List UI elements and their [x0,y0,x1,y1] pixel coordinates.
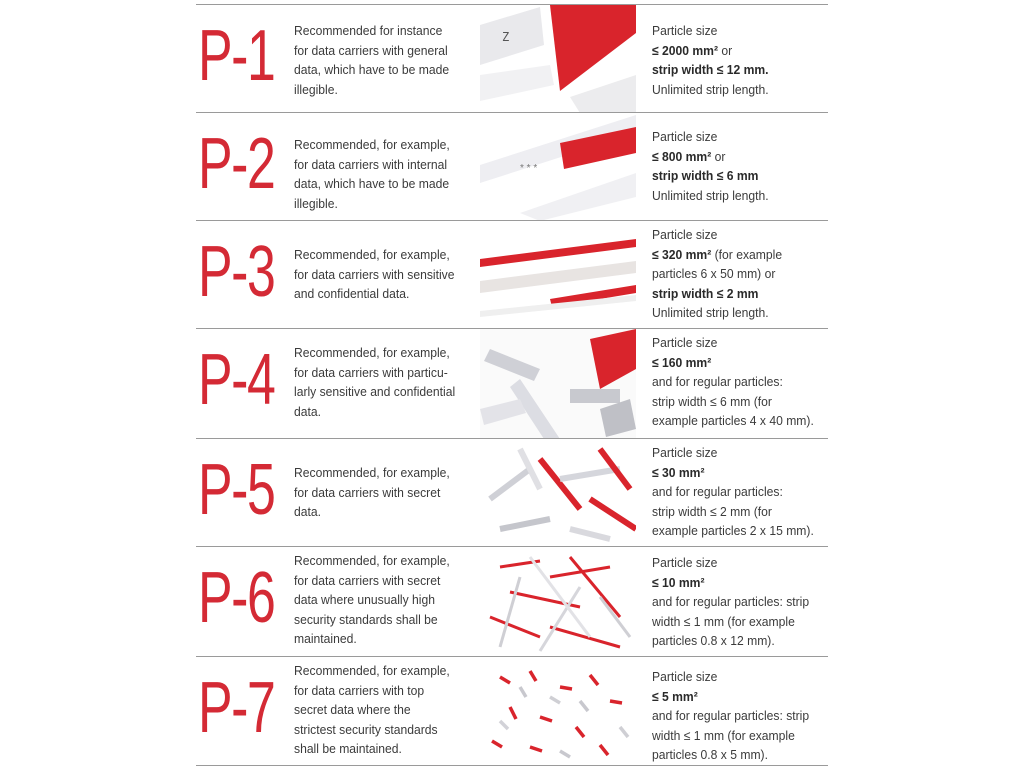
spec-line: particles 0.8 x 5 mm). [652,747,768,762]
description-line: data, which have to be made [294,176,450,191]
description-line: Recommended, for example, [294,137,450,152]
spec-line: strip width ≤ 6 mm [652,168,759,183]
level-label: P-2 [198,124,275,204]
description-line: illegible. [294,195,338,211]
spec-line: ≤ 160 mm² [652,354,712,370]
level-label: P-4 [198,340,275,420]
spec-line: Particle size [652,445,718,460]
spec-line: ≤ 2000 mm² or [652,42,733,58]
spec-line: and for regular particles: [652,374,783,389]
spec-line: Particle size [652,555,718,570]
level-label: P-3 [198,232,275,312]
particle-spec [652,553,822,651]
spec-line: strip width ≤ 2 mm (for [652,503,772,519]
description-line: data, which have to be made [294,62,450,77]
spec-line: strip width ≤ 6 mm (for [652,393,772,409]
particle-spec [652,443,822,541]
description-line: for data carriers with secret [294,484,441,500]
spec-line: ≤ 800 mm² or [652,148,726,164]
level-description [294,21,464,99]
description-line: strictest security standards [294,721,438,737]
description-line: larly sensitive and confidential [294,384,456,399]
description-line: for data carriers with secret [294,572,441,588]
description-line: Recommended, for example, [294,465,450,480]
level-label: P-1 [198,16,275,96]
level-label: P-5 [198,450,275,530]
shredded-strips-photo [480,113,636,221]
spec-line: example particles 2 x 15 mm). [652,523,814,538]
shredded-strips-photo [480,221,636,329]
level-description [294,343,464,421]
particle-spec [652,333,822,431]
description-line: Recommended, for example, [294,345,450,360]
description-line: data. [294,403,321,419]
security-level-row-p7 [196,656,828,766]
shredded-strips-photo [480,329,636,439]
spec-line: Unlimited strip length. [652,81,769,97]
description-line: secret data where the [294,702,411,717]
particle-spec [652,667,822,765]
security-level-row-p6 [196,546,828,657]
description-line: shall be maintained. [294,741,402,756]
spec-line: ≤ 5 mm² [652,688,698,704]
spec-line: example particles 4 x 40 mm). [652,413,814,428]
description-line: for data carriers with internal [294,156,448,172]
description-line: and confidential data. [294,286,410,301]
spec-line: and for regular particles: [652,484,783,499]
description-line: Recommended for instance [294,23,443,38]
shredded-strips-photo [480,439,636,547]
spec-line: strip width ≤ 2 mm [652,285,759,301]
spec-line: Particle size [652,227,718,242]
level-label: P-7 [198,668,275,748]
shredded-strips-photo [480,5,636,113]
spec-line: particles 6 x 50 mm) or [652,266,776,281]
spec-line: strip width ≤ 12 mm. [652,62,769,77]
description-line: maintained. [294,631,357,646]
spec-line: Particle size [652,23,718,38]
svg-text:Z: Z [502,30,510,44]
spec-line: and for regular particles: strip [652,708,810,723]
particle-spec [652,127,822,205]
spec-line: ≤ 10 mm² [652,574,705,590]
description-line: Recommended, for example, [294,663,450,678]
description-line: data. [294,504,321,519]
security-level-row-p4 [196,328,828,439]
spec-line: Unlimited strip length. [652,187,769,203]
description-line: for data carriers with general [294,42,448,58]
description-line: Recommended, for example, [294,553,450,568]
level-description [294,661,464,759]
security-level-row-p3 [196,220,828,329]
svg-text:* * *: * * * [520,163,538,174]
description-line: for data carriers with sensitive [294,266,455,282]
security-level-row-p5 [196,438,828,547]
level-description [294,551,464,649]
spec-line: particles 0.8 x 12 mm). [652,633,775,648]
spec-line: ≤ 320 mm² (for example [652,246,783,262]
spec-line: and for regular particles: strip [652,594,810,609]
description-line: Recommended, for example, [294,247,450,262]
description-line: for data carriers with top [294,682,425,698]
shredded-strips-photo [480,547,636,657]
spec-line: Particle size [652,129,718,144]
description-line: for data carriers with particu- [294,364,448,380]
particle-spec [652,225,822,323]
spec-line: width ≤ 1 mm (for example [652,727,795,743]
spec-line: Particle size [652,669,718,684]
description-line: data where unusually high [294,592,435,607]
particle-spec [652,21,822,99]
description-line: illegible. [294,81,338,97]
level-description [294,245,464,304]
spec-line: ≤ 30 mm² [652,464,705,480]
level-description [294,463,464,522]
spec-line: Unlimited strip length. [652,305,769,320]
description-line: security standards shall be [294,611,438,627]
security-level-row-p1 [196,4,828,113]
level-label: P-6 [198,558,275,638]
shredded-strips-photo [480,657,636,765]
spec-line: width ≤ 1 mm (for example [652,613,795,629]
level-description [294,135,464,213]
security-level-row-p2 [196,112,828,221]
spec-line: Particle size [652,335,718,350]
